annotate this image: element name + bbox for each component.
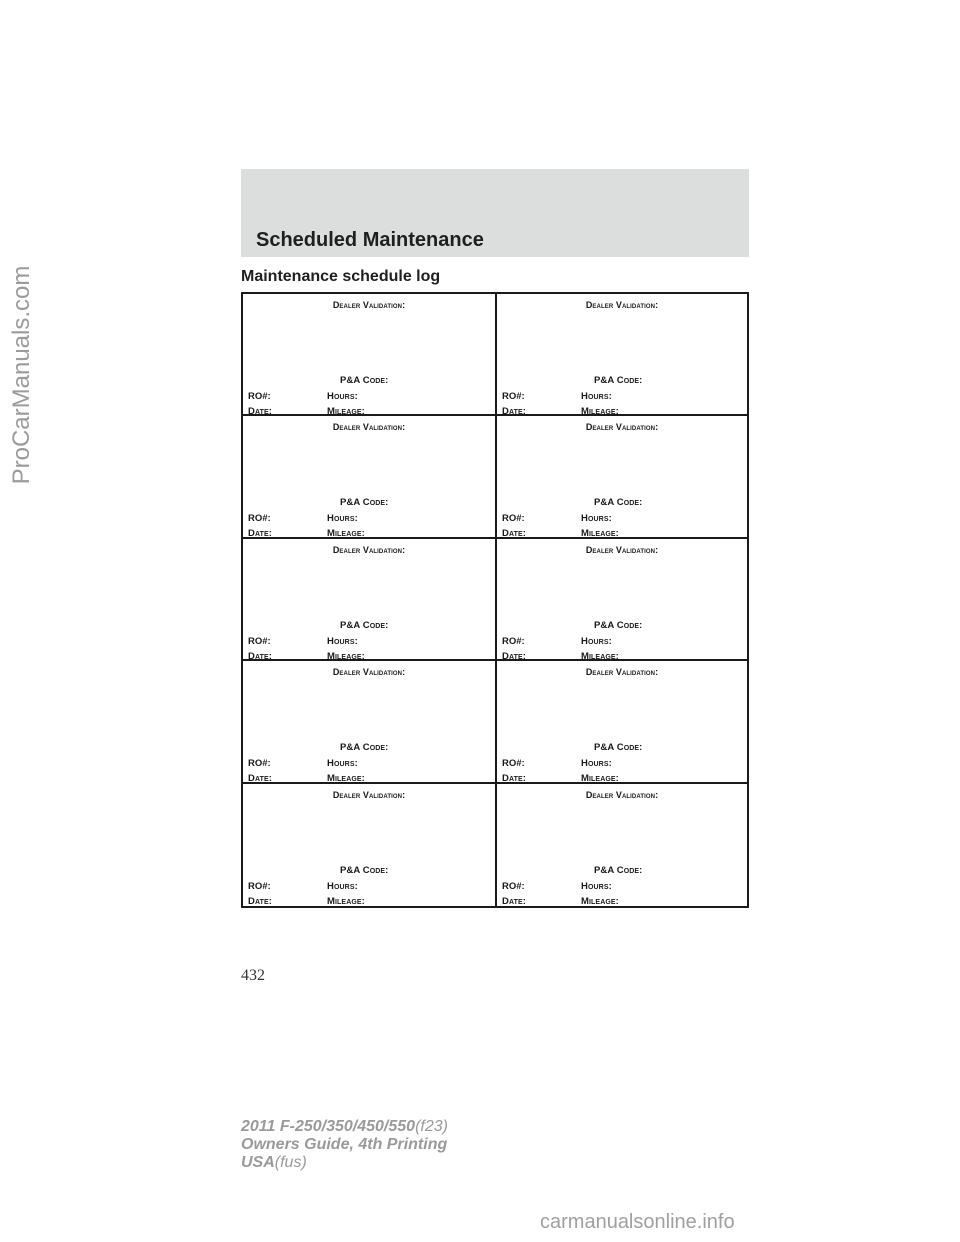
date-label: Date: — [248, 528, 273, 540]
log-entry — [243, 661, 497, 783]
date-label: Date: — [502, 528, 527, 540]
mileage-label: Mileage: — [581, 406, 619, 417]
ro-label: RO#: — [502, 880, 525, 892]
dealer-validation-label: Dealer Validation: — [585, 789, 659, 800]
hours-label: Hours: — [581, 880, 612, 892]
pa-code-label: P&A Code: — [594, 619, 643, 631]
mileage-label: Mileage: — [327, 773, 365, 785]
pa-code-label: P&A Code: — [594, 497, 643, 509]
pa-code-label: P&A Code: — [340, 375, 389, 386]
ro-label: RO#: — [502, 635, 525, 647]
mileage-label: Mileage: — [327, 406, 365, 417]
pa-code-label: P&A Code: — [594, 742, 643, 754]
hours-label: Hours: — [581, 635, 612, 647]
date-label: Date: — [502, 895, 527, 907]
mileage-label: Mileage: — [581, 528, 619, 540]
footer-line-guide: Owners Guide, 4th Printing — [241, 1136, 448, 1153]
log-entry — [497, 416, 747, 538]
hours-label: Hours: — [581, 513, 612, 525]
log-entry — [497, 294, 747, 416]
mileage-label: Mileage: — [327, 650, 365, 662]
ro-label: RO#: — [248, 391, 271, 402]
pa-code-label: P&A Code: — [340, 619, 389, 631]
ro-label: RO#: — [502, 391, 525, 402]
log-entry — [243, 294, 497, 416]
date-label: Date: — [248, 650, 273, 662]
footer-line-model — [241, 1118, 448, 1136]
dealer-validation-label: Dealer Validation: — [332, 667, 406, 678]
pa-code-label: P&A Code: — [340, 497, 389, 509]
date-label: Date: — [248, 773, 273, 785]
footer-model-code: (f23) — [415, 1118, 448, 1135]
ro-label: RO#: — [248, 880, 271, 892]
hours-label: Hours: — [327, 513, 358, 525]
dealer-validation-label: Dealer Validation: — [585, 422, 659, 433]
footer-line-region — [241, 1154, 448, 1172]
pa-code-label: P&A Code: — [340, 742, 389, 754]
hours-label: Hours: — [327, 391, 358, 402]
ro-label: RO#: — [248, 513, 271, 525]
footer-region: USA — [241, 1154, 275, 1171]
log-entry — [497, 539, 747, 661]
dealer-validation-label: Dealer Validation: — [332, 544, 406, 555]
ro-label: RO#: — [248, 635, 271, 647]
pa-code-label: P&A Code: — [340, 864, 389, 876]
ro-label: RO#: — [248, 758, 271, 770]
side-watermark-text: ProCarManuals.com — [8, 265, 35, 485]
date-label: Date: — [502, 773, 527, 785]
section-title: Scheduled Maintenance — [256, 229, 484, 251]
dealer-validation-label: Dealer Validation: — [332, 300, 406, 310]
date-label: Date: — [248, 895, 273, 907]
bottom-watermark: carmanualsonline.info — [540, 1211, 735, 1233]
log-entry — [497, 784, 747, 906]
footer-region-code: (fus) — [274, 1154, 307, 1171]
ro-label: RO#: — [502, 758, 525, 770]
page-number: 432 — [241, 967, 265, 984]
maintenance-log-table — [241, 292, 749, 908]
hours-label: Hours: — [581, 758, 612, 770]
publication-footer — [241, 1118, 448, 1172]
mileage-label: Mileage: — [327, 528, 365, 540]
hours-label: Hours: — [581, 391, 612, 402]
dealer-validation-label: Dealer Validation: — [585, 667, 659, 678]
log-entry — [243, 539, 497, 661]
footer-model: 2011 F-250/350/450/550 — [241, 1118, 416, 1135]
dealer-validation-label: Dealer Validation: — [585, 544, 659, 555]
hours-label: Hours: — [327, 635, 358, 647]
log-heading: Maintenance schedule log — [241, 268, 441, 285]
mileage-label: Mileage: — [327, 895, 365, 907]
mileage-label: Mileage: — [581, 650, 619, 662]
log-entry — [243, 784, 497, 906]
dealer-validation-label: Dealer Validation: — [332, 789, 406, 800]
hours-label: Hours: — [327, 758, 358, 770]
dealer-validation-label: Dealer Validation: — [585, 300, 659, 310]
date-label: Date: — [502, 650, 527, 662]
ro-label: RO#: — [502, 513, 525, 525]
pa-code-label: P&A Code: — [594, 375, 643, 386]
date-label: Date: — [248, 406, 273, 417]
hours-label: Hours: — [327, 880, 358, 892]
log-entry — [243, 416, 497, 538]
log-entry — [497, 661, 747, 783]
pa-code-label: P&A Code: — [594, 864, 643, 876]
mileage-label: Mileage: — [581, 895, 619, 907]
date-label: Date: — [502, 406, 527, 417]
mileage-label: Mileage: — [581, 773, 619, 785]
dealer-validation-label: Dealer Validation: — [332, 422, 406, 433]
